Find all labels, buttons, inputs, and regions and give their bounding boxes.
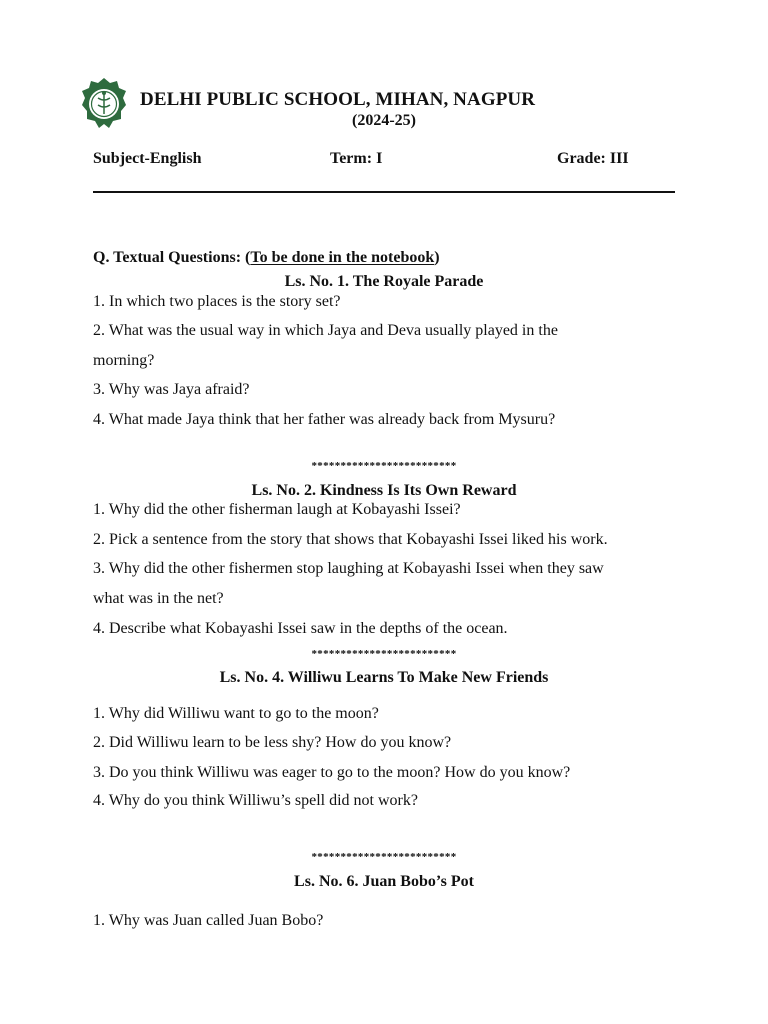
lesson-2-question: 1. Why did the other fisherman laugh at Kobayashi Issei?: [93, 501, 461, 518]
instructions-line: [93, 249, 440, 267]
instructions-suffix: ): [434, 249, 440, 266]
lesson-4-title: Ls. No. 4. Williwu Learns To Make New Friends: [219, 669, 549, 686]
lesson-4-question: 3. Do you think Williwu was eager to go to the moon? How do you know?: [93, 764, 571, 781]
term-label: Term: I: [330, 150, 383, 167]
section-separator: *************************: [311, 648, 457, 660]
lesson-2-question: 3. Why did the other fishermen stop laughing at Kobayashi Issei when they saw: [93, 560, 604, 577]
subject-label: Subject-English: [93, 150, 202, 167]
lesson-2-question-continued: what was in the net?: [93, 590, 224, 607]
instructions-prefix: Q. Textual Questions: (: [93, 249, 251, 266]
lesson-1-title: Ls. No. 1. The Royale Parade: [284, 273, 484, 290]
lesson-2-question: 2. Pick a sentence from the story that shows that Kobayashi Issei liked his work.: [93, 531, 608, 548]
academic-year: (2024-25): [352, 112, 416, 129]
header-divider: [93, 191, 675, 193]
lesson-4-question: 1. Why did Williwu want to go to the moon?: [93, 705, 379, 722]
lesson-1-question: 4. What made Jaya think that her father was already back from Mysuru?: [93, 411, 556, 428]
school-crest-icon: [81, 77, 127, 129]
lesson-1-question: 2. What was the usual way in which Jaya and Deva usually played in the: [93, 322, 558, 339]
lesson-1-question: 1. In which two places is the story set?: [93, 293, 341, 310]
instructions-emphasis: To be done in the notebook: [250, 249, 435, 266]
lesson-4-question: 2. Did Williwu learn to be less shy? How do you know?: [93, 734, 452, 751]
lesson-1-question-continued: morning?: [93, 352, 155, 369]
school-name: DELHI PUBLIC SCHOOL, MIHAN, NAGPUR: [140, 89, 536, 110]
lesson-2-title: Ls. No. 2. Kindness Is Its Own Reward: [251, 482, 517, 499]
lesson-6-title: Ls. No. 6. Juan Bobo’s Pot: [294, 873, 474, 890]
lesson-6-question: 1. Why was Juan called Juan Bobo?: [93, 912, 324, 929]
lesson-2-question: 4. Describe what Kobayashi Issei saw in the depths of the ocean.: [93, 620, 508, 637]
section-separator: *************************: [311, 851, 457, 863]
section-separator: *************************: [311, 460, 457, 472]
lesson-4-question: 4. Why do you think Williwu’s spell did not work?: [93, 792, 418, 809]
lesson-1-question: 3. Why was Jaya afraid?: [93, 381, 250, 398]
grade-label: Grade: III: [557, 150, 629, 167]
